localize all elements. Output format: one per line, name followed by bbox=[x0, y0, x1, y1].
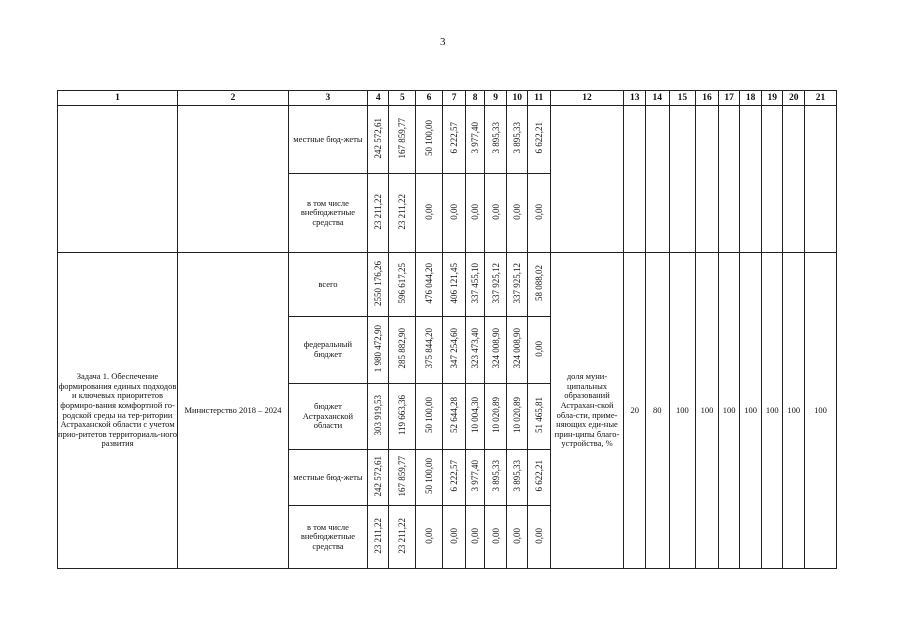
value-cell: 0,00 bbox=[527, 174, 550, 253]
empty-cell bbox=[718, 106, 740, 253]
value-cell: 0,00 bbox=[466, 174, 484, 253]
indicator-value: 100 bbox=[761, 253, 783, 569]
indicator-value: 100 bbox=[783, 253, 805, 569]
value-cell: 23 211,22 bbox=[367, 506, 389, 569]
page-number: 3 bbox=[440, 36, 446, 48]
col-header: 17 bbox=[718, 91, 740, 106]
value-cell: 0,00 bbox=[466, 506, 484, 569]
empty-cell bbox=[624, 106, 646, 253]
value-cell: 337 925,12 bbox=[507, 253, 528, 317]
value-cell: 0,00 bbox=[507, 506, 528, 569]
indicator-value: 80 bbox=[646, 253, 670, 569]
col-header: 15 bbox=[669, 91, 696, 106]
funding-source: бюджет Астраханской области bbox=[288, 384, 367, 450]
empty-cell bbox=[646, 106, 670, 253]
funding-source: местные бюд-жеты bbox=[288, 106, 367, 174]
col-header: 5 bbox=[389, 91, 416, 106]
value-cell: 0,00 bbox=[416, 174, 443, 253]
value-cell: 337 455,10 bbox=[466, 253, 484, 317]
funding-source: всего bbox=[288, 253, 367, 317]
empty-cell bbox=[783, 106, 805, 253]
col-header: 3 bbox=[288, 91, 367, 106]
col-header: 6 bbox=[416, 91, 443, 106]
value-cell: 242 572,61 bbox=[367, 106, 389, 174]
value-cell: 50 100,00 bbox=[416, 106, 443, 174]
empty-cell bbox=[550, 106, 624, 253]
program-table bbox=[57, 90, 837, 569]
value-cell: 337 925,12 bbox=[484, 253, 507, 317]
header-row bbox=[58, 91, 837, 106]
col-header: 2 bbox=[178, 91, 289, 106]
empty-cell bbox=[696, 106, 719, 253]
empty-cell bbox=[178, 106, 289, 253]
col-header: 18 bbox=[740, 91, 762, 106]
table-row bbox=[58, 253, 837, 317]
value-cell: 23 211,22 bbox=[389, 174, 416, 253]
empty-cell bbox=[669, 106, 696, 253]
indicator-name: доля муни-ципальных образований Астрахан-ской обла-сти, приме-няющих еди-ные прин-ципы благо-устройства, % bbox=[550, 253, 624, 569]
empty-cell bbox=[740, 106, 762, 253]
empty-cell bbox=[761, 106, 783, 253]
value-cell: 3 895,33 bbox=[507, 450, 528, 506]
indicator-value: 20 bbox=[624, 253, 646, 569]
value-cell: 0,00 bbox=[527, 506, 550, 569]
col-header: 7 bbox=[442, 91, 466, 106]
col-header: 12 bbox=[550, 91, 624, 106]
col-header: 20 bbox=[783, 91, 805, 106]
value-cell: 1 980 472,90 bbox=[367, 317, 389, 384]
value-cell: 375 844,20 bbox=[416, 317, 443, 384]
indicator-value: 100 bbox=[696, 253, 719, 569]
col-header: 10 bbox=[507, 91, 528, 106]
value-cell: 50 100,00 bbox=[416, 450, 443, 506]
col-header: 16 bbox=[696, 91, 719, 106]
indicator-value: 100 bbox=[740, 253, 762, 569]
value-cell: 596 617,25 bbox=[389, 253, 416, 317]
empty-cell bbox=[805, 106, 837, 253]
responsible-ministry: Министерство 2018 – 2024 bbox=[178, 253, 289, 569]
value-cell: 23 211,22 bbox=[389, 506, 416, 569]
value-cell: 0,00 bbox=[484, 174, 507, 253]
value-cell: 0,00 bbox=[527, 317, 550, 384]
value-cell: 323 473,40 bbox=[466, 317, 484, 384]
value-cell: 51 465,81 bbox=[527, 384, 550, 450]
value-cell: 0,00 bbox=[442, 506, 466, 569]
value-cell: 119 663,36 bbox=[389, 384, 416, 450]
value-cell: 324 008,90 bbox=[507, 317, 528, 384]
value-cell: 50 100,00 bbox=[416, 384, 443, 450]
value-cell: 3 977,40 bbox=[466, 450, 484, 506]
value-cell: 285 882,90 bbox=[389, 317, 416, 384]
value-cell: 2550 176,26 bbox=[367, 253, 389, 317]
empty-cell bbox=[58, 106, 178, 253]
col-header: 14 bbox=[646, 91, 670, 106]
col-header: 19 bbox=[761, 91, 783, 106]
value-cell: 10 020,89 bbox=[484, 384, 507, 450]
col-header: 1 bbox=[58, 91, 178, 106]
value-cell: 3 895,33 bbox=[484, 106, 507, 174]
value-cell: 0,00 bbox=[507, 174, 528, 253]
value-cell: 406 121,45 bbox=[442, 253, 466, 317]
value-cell: 324 008,90 bbox=[484, 317, 507, 384]
value-cell: 347 254,60 bbox=[442, 317, 466, 384]
value-cell: 167 859,77 bbox=[389, 106, 416, 174]
value-cell: 476 044,20 bbox=[416, 253, 443, 317]
table-row bbox=[58, 106, 837, 174]
indicator-value: 100 bbox=[669, 253, 696, 569]
value-cell: 6 222,57 bbox=[442, 106, 466, 174]
indicator-value: 100 bbox=[805, 253, 837, 569]
value-cell: 303 919,53 bbox=[367, 384, 389, 450]
value-cell: 242 572,61 bbox=[367, 450, 389, 506]
value-cell: 0,00 bbox=[416, 506, 443, 569]
task-description: Задача 1. Обеспечение формирования единых подходов и ключевых приоритетов формиро-вания комфортной го-родской среды на тер-ритории Астраханской области с учетом прио-ритетов территориаль-ного развития bbox=[58, 253, 178, 569]
value-cell: 6 622,21 bbox=[527, 106, 550, 174]
col-header: 21 bbox=[805, 91, 837, 106]
value-cell: 167 859,77 bbox=[389, 450, 416, 506]
value-cell: 10 004,30 bbox=[466, 384, 484, 450]
col-header: 4 bbox=[367, 91, 389, 106]
value-cell: 0,00 bbox=[442, 174, 466, 253]
col-header: 11 bbox=[527, 91, 550, 106]
value-cell: 6 622,21 bbox=[527, 450, 550, 506]
value-cell: 58 088,02 bbox=[527, 253, 550, 317]
value-cell: 52 644,28 bbox=[442, 384, 466, 450]
col-header: 13 bbox=[624, 91, 646, 106]
funding-source: в том числе внебюджетные средства bbox=[288, 174, 367, 253]
funding-source: в том числе внебюджетные средства bbox=[288, 506, 367, 569]
value-cell: 10 020,89 bbox=[507, 384, 528, 450]
value-cell: 3 977,40 bbox=[466, 106, 484, 174]
indicator-value: 100 bbox=[718, 253, 740, 569]
value-cell: 23 211,22 bbox=[367, 174, 389, 253]
value-cell: 3 895,33 bbox=[484, 450, 507, 506]
value-cell: 6 222,57 bbox=[442, 450, 466, 506]
funding-source: местные бюд-жеты bbox=[288, 450, 367, 506]
value-cell: 3 895,33 bbox=[507, 106, 528, 174]
funding-source: федеральный бюджет bbox=[288, 317, 367, 384]
col-header: 8 bbox=[466, 91, 484, 106]
col-header: 9 bbox=[484, 91, 507, 106]
value-cell: 0,00 bbox=[484, 506, 507, 569]
